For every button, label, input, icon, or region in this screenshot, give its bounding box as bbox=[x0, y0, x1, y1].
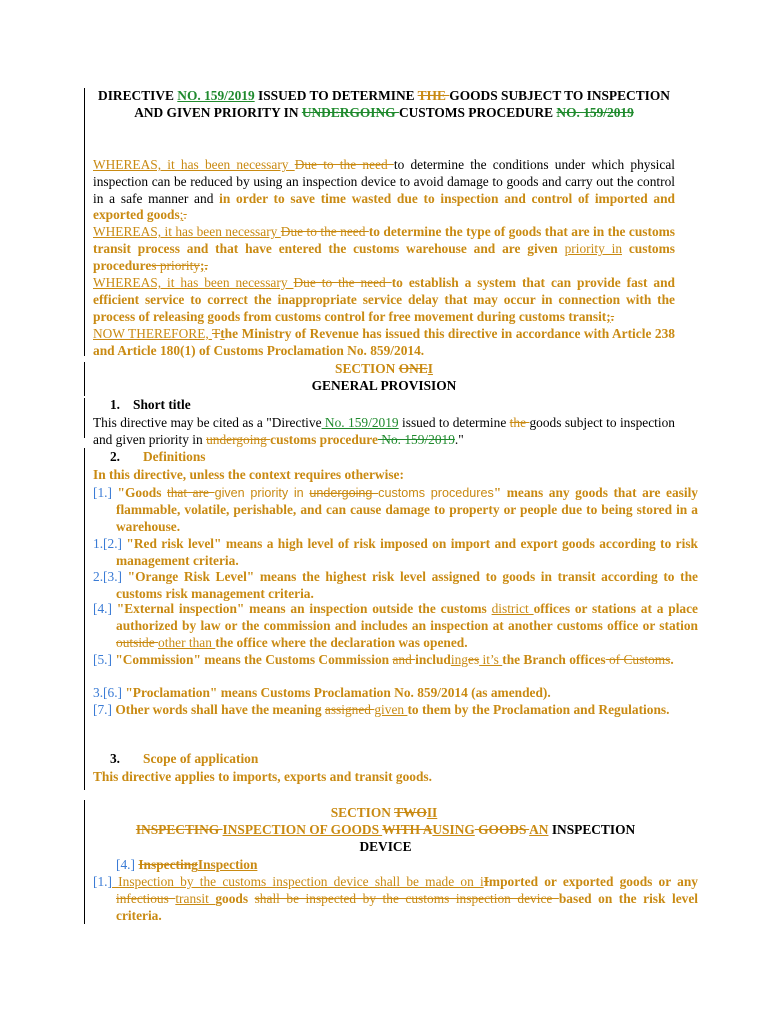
scope-text: This directive applies to imports, exports and transit goods. bbox=[93, 769, 432, 784]
now-therefore-clause: NOW THEREFORE, Tthe Ministry of Revenue has issued this directive in accordance with Article 238 and Article 180(1) of Customs Proclamation No. 859/2014. bbox=[93, 326, 675, 358]
inspection-subheading: [4.] InspectingInspection bbox=[116, 857, 258, 872]
definitions-intro: In this directive, unless the context requires otherwise: bbox=[93, 467, 404, 482]
definition-item: [7.] Other words shall have the meaning assigned given to them by the Proclamation and Regulations. bbox=[93, 702, 670, 717]
definition-item: [4.] "External inspection" means an inspection outside the customs district offices or stations at a place authorized by law or the commission and includes an inspection at another customs office or station outside other than the office where the declaration was opened. bbox=[93, 601, 698, 650]
change-bar bbox=[84, 448, 85, 790]
section-two-heading: SECTION TWOII bbox=[330, 805, 438, 820]
definition-item: 2.[3.] "Orange Risk Level" means the highest risk level assigned to goods in transit according to the customs risk management criteria. bbox=[93, 569, 698, 601]
definitions-heading: 2. Definitions bbox=[109, 449, 206, 464]
change-bar bbox=[84, 800, 85, 924]
directive-title: DIRECTIVE NO. 159/2019 ISSUED TO DETERMINE THE GOODS SUBJECT TO INSPECTION AND GIVEN PRIORITY IN UNDERGOING CUSTOMS PROCEDURE NO. 159/2019 bbox=[98, 88, 670, 120]
whereas-clause-3: WHEREAS, it has been necessary Due to the need to establish a system that can provide fast and efficient service to correct the inappropriate service delay that may occur in connection with the process of releasing goods from customs control for free movement during customs transit;. bbox=[93, 275, 676, 324]
whereas-clause-2: WHEREAS, it has been necessary Due to the need to determine the type of goods that are in the customs transit process and that have entered the customs warehouse and are given priority in customs procedures priority;. bbox=[93, 224, 676, 273]
section-one-heading: SECTION ONEI bbox=[335, 361, 433, 376]
scope-heading: 3. Scope of application bbox=[109, 751, 259, 766]
change-bar bbox=[84, 398, 85, 438]
definition-item: [5.] "Commission" means the Customs Commission and includinges it’s the Branch offices of Customs. bbox=[93, 652, 674, 667]
definition-item: 1.[2.] "Red risk level" means a high level of risk imposed on import and export goods according to risk management criteria. bbox=[93, 536, 698, 568]
definition-item: 3.[6.] "Proclamation" means Customs Proclamation No. 859/2014 (as amended). bbox=[93, 685, 551, 700]
section-two-title: INSPECTING INSPECTION OF GOODS WITH AUSING GOODS AN INSPECTION DEVICE bbox=[135, 822, 636, 854]
change-bar bbox=[84, 362, 85, 396]
citation-paragraph: This directive may be cited as a "Directive No. 159/2019 issued to determine the goods subject to inspection and given priority in undergoing customs procedure No. 159/2019." bbox=[93, 415, 676, 447]
inspection-item: [1.] Inspection by the customs inspection device shall be made on iImported or exported goods or any infectious transit goods shall be inspected by the customs inspection device based on the risk level criteria. bbox=[93, 874, 699, 923]
short-title-heading: 1. Short title bbox=[109, 397, 191, 412]
definition-item: [1.] "Goods that are given priority in undergoing customs procedures" means any goods that are easily flammable, volatile, perishable, and can cause damage to property or people due to being stored in a warehouse. bbox=[93, 485, 698, 534]
change-bar bbox=[84, 156, 85, 356]
change-bar bbox=[84, 88, 85, 158]
general-provision-heading: GENERAL PROVISION bbox=[311, 378, 457, 393]
whereas-clause-1: WHEREAS, it has been necessary Due to the need to determine the conditions under which physical inspection can be reduced by using an inspection device to avoid damage to goods and carry out the control in a safe manner and in order to save time wasted due to inspection and control of imported and exported goods;. bbox=[93, 157, 675, 223]
